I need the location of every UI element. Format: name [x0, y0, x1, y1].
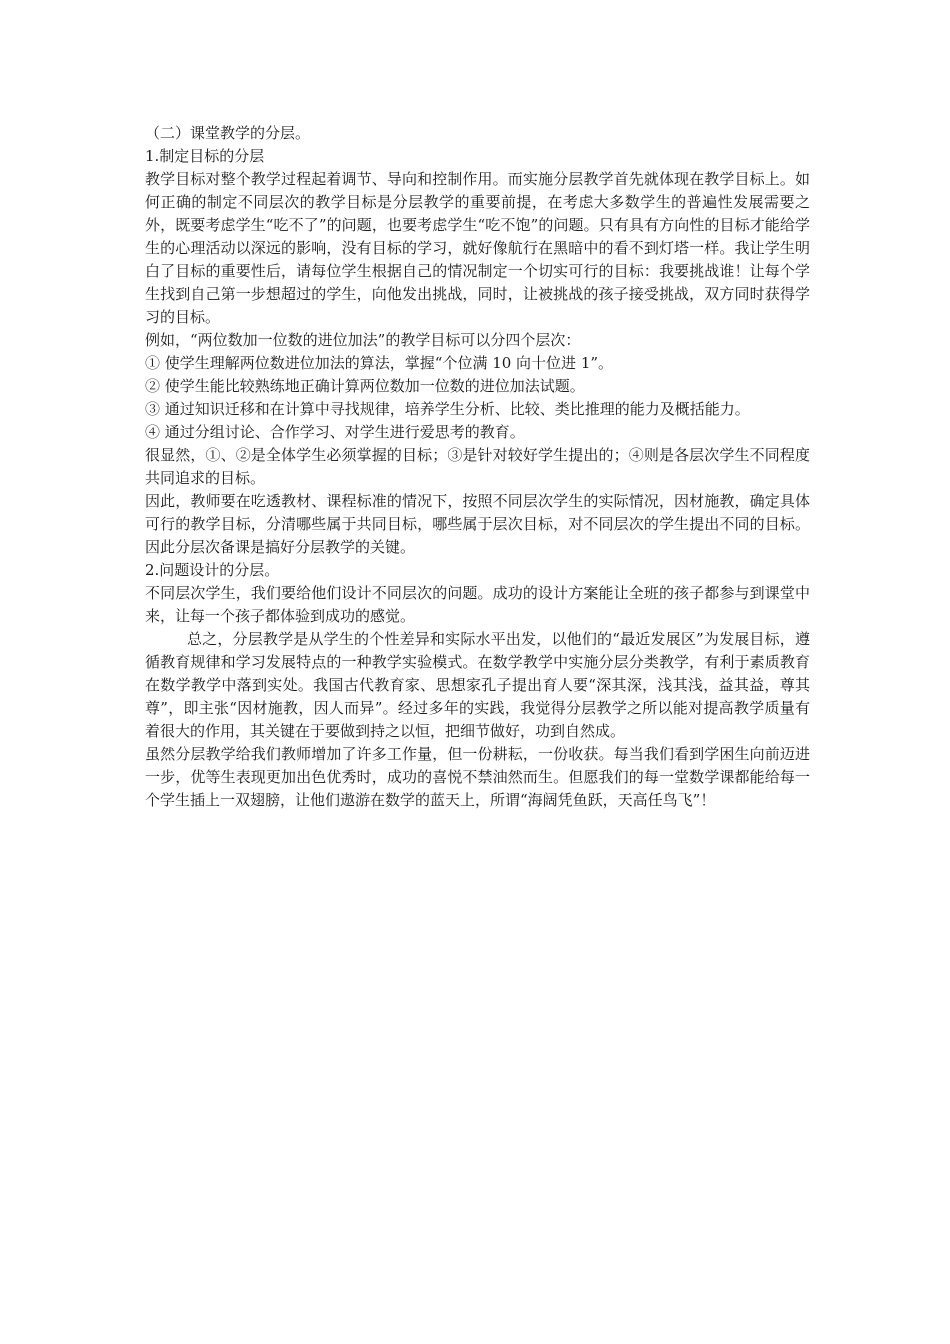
- subsection-title-questions: 2.问题设计的分层。: [145, 561, 280, 579]
- document-body: [145, 122, 810, 812]
- paragraph-question-design: 不同层次学生，我们要给他们设计不同层次的问题。成功的设计方案能让全班的孩子都参与到课堂中来，让每一个孩子都体验到成功的感觉。: [145, 584, 810, 625]
- goal-list-item-1: ① 使学生理解两位数进位加法的算法，掌握“个位满 10 向十位进 1”。: [145, 354, 614, 372]
- paragraph-summary: 总之，分层教学是从学生的个性差异和实际水平出发，以他们的“最近发展区”为发展目标，遵循教育规律和学习发展特点的一种教学实验模式。在数学教学中实施分层分类教学，有利于素质教育在数学教学中落到实处。我国古代教育家、思想家孔子提出育人要“深其深，浅其浅，益其益，尊其尊”，即主张“因材施教，因人而异”。经过多年的实践，我觉得分层教学之所以能对提高教学质量有着很大的作用，其关键在于要做到持之以恒，把细节做好，功到自然成。: [145, 630, 810, 740]
- paragraph-goal-conclusion: 因此，教师要在吃透教材、课程标准的情况下，按照不同层次学生的实际情况，因材施教，确定具体可行的教学目标，分清哪些属于共同目标，哪些属于层次目标，对不同层次的学生提出不同的目标。因此分层次备课是搞好分层教学的关键。: [145, 492, 810, 556]
- subsection-title-goals: 1.制定目标的分层: [145, 147, 265, 165]
- goal-list-item-4: ④ 通过分组讨论、合作学习、对学生进行爱思考的教育。: [145, 423, 525, 441]
- goal-list-item-3: ③ 通过知识迁移和在计算中寻找规律，培养学生分析、比较、类比推理的能力及概括能力。: [145, 400, 750, 418]
- paragraph-closing: 虽然分层教学给我们教师增加了许多工作量，但一份耕耘，一份收获。每当我们看到学困生向前迈进一步，优等生表现更加出色优秀时，成功的喜悦不禁油然而生。但愿我们的每一堂数学课都能给每一个学生插上一双翅膀，让他们遨游在数学的蓝天上，所谓“海阔凭鱼跃，天高任鸟飞”！: [145, 745, 810, 809]
- paragraph-goal-importance: 教学目标对整个教学过程起着调节、导向和控制作用。而实施分层教学首先就体现在教学目标上。如何正确的制定不同层次的教学目标是分层教学的重要前提，在考虑大多数学生的普遍性发展需要之外，既要考虑学生“吃不了”的问题，也要考虑学生“吃不饱”的问题。只有具有方向性的目标才能给学生的心理活动以深远的影响，没有目标的学习，就好像航行在黑暗中的看不到灯塔一样。我让学生明白了目标的重要性后，请每位学生根据自己的情况制定一个切实可行的目标：我要挑战谁！让每个学生找到自己第一步想超过的学生，向他发出挑战，同时，让被挑战的孩子接受挑战，双方同时获得学习的目标。: [145, 170, 810, 326]
- paragraph-goal-analysis: 很显然，①、②是全体学生必须掌握的目标；③是针对较好学生提出的；④则是各层次学生不同程度共同追求的目标。: [145, 446, 810, 487]
- goal-list-item-2: ② 使学生能比较熟练地正确计算两位数加一位数的进位加法试题。: [145, 377, 585, 395]
- section-title: （二）课堂教学的分层。: [145, 124, 311, 142]
- paragraph-example-intro: 例如，“两位数加一位数的进位加法”的教学目标可以分四个层次：: [145, 331, 581, 349]
